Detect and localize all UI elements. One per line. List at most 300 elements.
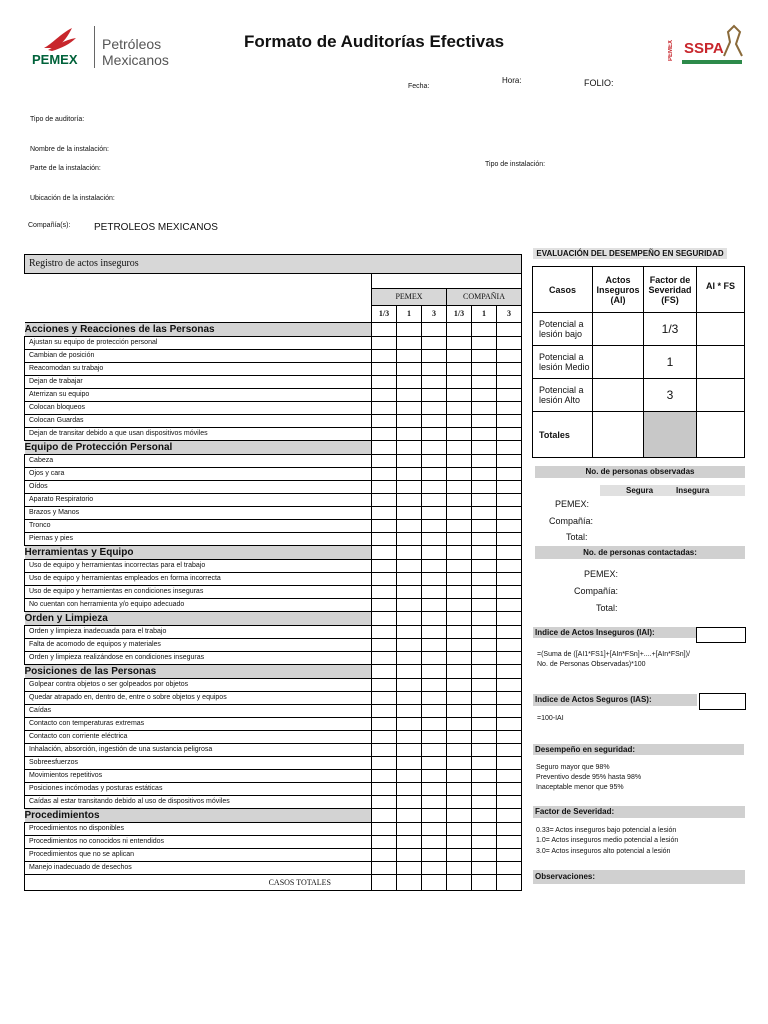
count-cell[interactable] xyxy=(447,809,472,823)
item-label: Uso de equipo y herramientas empleados en forma incorrecta xyxy=(25,573,372,586)
count-cell[interactable] xyxy=(472,652,497,665)
count-cell[interactable] xyxy=(472,468,497,481)
count-cell[interactable] xyxy=(497,337,522,350)
count-cell[interactable] xyxy=(397,849,422,862)
count-cell[interactable] xyxy=(447,389,472,402)
count-cell[interactable] xyxy=(422,783,447,796)
count-cell[interactable] xyxy=(497,323,522,337)
count-cell[interactable] xyxy=(397,389,422,402)
count-cell[interactable] xyxy=(422,849,447,862)
count-cell[interactable] xyxy=(397,783,422,796)
count-cell[interactable] xyxy=(397,376,422,389)
count-cell[interactable] xyxy=(372,376,397,389)
count-cell[interactable] xyxy=(447,428,472,441)
row-medio-aifs[interactable] xyxy=(697,346,745,379)
count-cell[interactable] xyxy=(397,692,422,705)
ias-value-box[interactable] xyxy=(699,693,746,710)
total-cell[interactable] xyxy=(497,875,522,891)
count-cell[interactable] xyxy=(447,612,472,626)
count-cell[interactable] xyxy=(472,731,497,744)
count-cell[interactable] xyxy=(397,507,422,520)
count-cell[interactable] xyxy=(447,770,472,783)
count-cell[interactable] xyxy=(397,337,422,350)
count-cell[interactable] xyxy=(447,639,472,652)
count-cell[interactable] xyxy=(372,428,397,441)
count-cell[interactable] xyxy=(447,744,472,757)
count-cell[interactable] xyxy=(372,757,397,770)
count-cell[interactable] xyxy=(372,323,397,337)
count-cell[interactable] xyxy=(447,533,472,546)
count-cell[interactable] xyxy=(472,679,497,692)
count-cell[interactable] xyxy=(497,520,522,533)
count-cell[interactable] xyxy=(497,836,522,849)
col-header: 3 xyxy=(422,305,447,322)
table-row xyxy=(25,363,522,376)
count-cell[interactable] xyxy=(372,481,397,494)
count-cell[interactable] xyxy=(422,415,447,428)
count-cell[interactable] xyxy=(372,796,397,809)
count-cell[interactable] xyxy=(497,494,522,507)
count-cell[interactable] xyxy=(372,363,397,376)
count-cell[interactable] xyxy=(372,665,397,679)
count-cell[interactable] xyxy=(472,705,497,718)
count-cell[interactable] xyxy=(372,705,397,718)
count-cell[interactable] xyxy=(372,573,397,586)
total-cell[interactable] xyxy=(422,875,447,891)
count-cell[interactable] xyxy=(372,626,397,639)
count-cell[interactable] xyxy=(422,718,447,731)
total-cell[interactable] xyxy=(447,875,472,891)
section-title: Equipo de Protección Personal xyxy=(25,441,372,455)
count-cell[interactable] xyxy=(422,836,447,849)
count-cell[interactable] xyxy=(372,337,397,350)
count-cell[interactable] xyxy=(397,573,422,586)
count-cell[interactable] xyxy=(372,679,397,692)
count-cell[interactable] xyxy=(497,692,522,705)
pemex-word: PEMEX xyxy=(32,52,78,67)
count-cell[interactable] xyxy=(422,428,447,441)
count-cell[interactable] xyxy=(397,402,422,415)
count-cell[interactable] xyxy=(447,692,472,705)
count-cell[interactable] xyxy=(497,376,522,389)
count-cell[interactable] xyxy=(447,718,472,731)
count-cell[interactable] xyxy=(447,862,472,875)
count-cell[interactable] xyxy=(497,507,522,520)
count-cell[interactable] xyxy=(422,533,447,546)
table-row xyxy=(25,520,522,533)
count-cell[interactable] xyxy=(397,757,422,770)
count-cell[interactable] xyxy=(497,783,522,796)
count-cell[interactable] xyxy=(422,809,447,823)
header-empty-cell xyxy=(25,274,372,323)
count-cell[interactable] xyxy=(372,718,397,731)
count-cell[interactable] xyxy=(422,731,447,744)
count-cell[interactable] xyxy=(422,468,447,481)
count-cell[interactable] xyxy=(397,705,422,718)
count-cell[interactable] xyxy=(472,692,497,705)
count-cell[interactable] xyxy=(372,639,397,652)
row-alto-aifs[interactable] xyxy=(697,379,745,412)
count-cell[interactable] xyxy=(372,494,397,507)
count-cell[interactable] xyxy=(497,389,522,402)
count-cell[interactable] xyxy=(497,665,522,679)
count-cell[interactable] xyxy=(472,573,497,586)
count-cell[interactable] xyxy=(422,612,447,626)
count-cell[interactable] xyxy=(447,468,472,481)
count-cell[interactable] xyxy=(372,560,397,573)
logo-company-1: Petróleos xyxy=(102,36,162,52)
count-cell[interactable] xyxy=(397,862,422,875)
table-row xyxy=(25,494,522,507)
item-label: Dejan de transitar debido a que usan dispositivos móviles xyxy=(25,428,372,441)
count-cell[interactable] xyxy=(472,560,497,573)
count-cell[interactable] xyxy=(472,441,497,455)
table-row xyxy=(25,705,522,718)
count-cell[interactable] xyxy=(422,494,447,507)
iai-value-box[interactable] xyxy=(696,627,746,643)
count-cell[interactable] xyxy=(447,599,472,612)
count-cell[interactable] xyxy=(422,323,447,337)
count-cell[interactable] xyxy=(397,455,422,468)
count-cell[interactable] xyxy=(422,692,447,705)
count-cell[interactable] xyxy=(447,560,472,573)
count-cell[interactable] xyxy=(397,679,422,692)
count-cell[interactable] xyxy=(472,363,497,376)
count-cell[interactable] xyxy=(397,546,422,560)
count-cell[interactable] xyxy=(472,612,497,626)
count-cell[interactable] xyxy=(497,770,522,783)
count-cell[interactable] xyxy=(447,626,472,639)
count-cell[interactable] xyxy=(422,520,447,533)
count-cell[interactable] xyxy=(397,415,422,428)
count-cell[interactable] xyxy=(397,665,422,679)
count-cell[interactable] xyxy=(372,455,397,468)
count-cell[interactable] xyxy=(472,809,497,823)
count-cell[interactable] xyxy=(397,350,422,363)
count-cell[interactable] xyxy=(372,533,397,546)
item-label: Procedimientos no disponibles xyxy=(25,823,372,836)
count-cell[interactable] xyxy=(497,441,522,455)
row-bajo-fs: 1/3 xyxy=(644,313,697,346)
count-cell[interactable] xyxy=(472,455,497,468)
count-cell[interactable] xyxy=(422,770,447,783)
count-cell[interactable] xyxy=(397,652,422,665)
count-cell[interactable] xyxy=(447,836,472,849)
count-cell[interactable] xyxy=(397,823,422,836)
count-cell[interactable] xyxy=(472,389,497,402)
count-cell[interactable] xyxy=(397,520,422,533)
count-cell[interactable] xyxy=(497,705,522,718)
count-cell[interactable] xyxy=(372,849,397,862)
count-cell[interactable] xyxy=(472,350,497,363)
count-cell[interactable] xyxy=(472,533,497,546)
ias-formula: =100-IAI xyxy=(537,715,564,722)
count-cell[interactable] xyxy=(447,455,472,468)
count-cell[interactable] xyxy=(447,652,472,665)
count-cell[interactable] xyxy=(497,626,522,639)
count-cell[interactable] xyxy=(372,862,397,875)
count-cell[interactable] xyxy=(422,862,447,875)
fecha-label: Fecha: xyxy=(408,83,430,90)
count-cell[interactable] xyxy=(497,731,522,744)
item-label: Colocan Guardas xyxy=(25,415,372,428)
count-cell[interactable] xyxy=(397,533,422,546)
row-totales-ai[interactable] xyxy=(593,412,644,458)
count-cell[interactable] xyxy=(447,757,472,770)
count-cell[interactable] xyxy=(472,415,497,428)
item-label: Aterrizan su equipo xyxy=(25,389,372,402)
count-cell[interactable] xyxy=(422,744,447,757)
count-cell[interactable] xyxy=(497,744,522,757)
count-cell[interactable] xyxy=(422,626,447,639)
count-cell[interactable] xyxy=(422,796,447,809)
count-cell[interactable] xyxy=(422,350,447,363)
count-cell[interactable] xyxy=(447,363,472,376)
observadas-title: No. de personas observadas xyxy=(535,466,745,478)
col-aifs: AI * FS xyxy=(697,267,745,313)
count-cell[interactable] xyxy=(447,679,472,692)
count-cell[interactable] xyxy=(422,363,447,376)
count-cell[interactable] xyxy=(497,612,522,626)
count-cell[interactable] xyxy=(422,455,447,468)
count-cell[interactable] xyxy=(372,402,397,415)
count-cell[interactable] xyxy=(497,823,522,836)
count-cell[interactable] xyxy=(447,415,472,428)
item-label: Cabeza xyxy=(25,455,372,468)
count-cell[interactable] xyxy=(372,612,397,626)
row-alto-ai[interactable] xyxy=(593,379,644,412)
group-compania: COMPAÑIA xyxy=(447,288,522,305)
row-medio-caso: Potencial a lesión Medio xyxy=(533,346,593,379)
count-cell[interactable] xyxy=(447,481,472,494)
count-cell[interactable] xyxy=(422,573,447,586)
count-cell[interactable] xyxy=(397,718,422,731)
count-cell[interactable] xyxy=(472,744,497,757)
count-cell[interactable] xyxy=(422,823,447,836)
count-cell[interactable] xyxy=(447,520,472,533)
count-cell[interactable] xyxy=(497,468,522,481)
count-cell[interactable] xyxy=(397,468,422,481)
count-cell[interactable] xyxy=(447,823,472,836)
count-cell[interactable] xyxy=(397,494,422,507)
desempeno-2: Preventivo desde 95% hasta 98% xyxy=(536,774,642,781)
count-cell[interactable] xyxy=(397,599,422,612)
count-cell[interactable] xyxy=(397,481,422,494)
row-medio-ai[interactable] xyxy=(593,346,644,379)
count-cell[interactable] xyxy=(447,731,472,744)
count-cell[interactable] xyxy=(497,533,522,546)
count-cell[interactable] xyxy=(497,363,522,376)
count-cell[interactable] xyxy=(472,639,497,652)
count-cell[interactable] xyxy=(422,546,447,560)
count-cell[interactable] xyxy=(397,796,422,809)
count-cell[interactable] xyxy=(422,337,447,350)
count-cell[interactable] xyxy=(422,376,447,389)
count-cell[interactable] xyxy=(372,770,397,783)
count-cell[interactable] xyxy=(472,402,497,415)
count-cell[interactable] xyxy=(447,586,472,599)
count-cell[interactable] xyxy=(372,507,397,520)
count-cell[interactable] xyxy=(472,494,497,507)
count-cell[interactable] xyxy=(472,836,497,849)
total-cell[interactable] xyxy=(397,875,422,891)
count-cell[interactable] xyxy=(472,823,497,836)
count-cell[interactable] xyxy=(472,770,497,783)
count-cell[interactable] xyxy=(422,665,447,679)
count-cell[interactable] xyxy=(472,626,497,639)
count-cell[interactable] xyxy=(497,402,522,415)
count-cell[interactable] xyxy=(372,441,397,455)
count-cell[interactable] xyxy=(397,626,422,639)
count-cell[interactable] xyxy=(447,705,472,718)
count-cell[interactable] xyxy=(422,652,447,665)
count-cell[interactable] xyxy=(372,389,397,402)
total-cell[interactable] xyxy=(472,875,497,891)
count-cell[interactable] xyxy=(497,350,522,363)
count-cell[interactable] xyxy=(472,783,497,796)
count-cell[interactable] xyxy=(447,337,472,350)
count-cell[interactable] xyxy=(447,783,472,796)
section-row xyxy=(25,612,522,626)
count-cell[interactable] xyxy=(397,639,422,652)
count-cell[interactable] xyxy=(372,823,397,836)
count-cell[interactable] xyxy=(472,481,497,494)
count-cell[interactable] xyxy=(497,639,522,652)
section-title: Acciones y Reacciones de las Personas xyxy=(25,323,372,337)
count-cell[interactable] xyxy=(422,507,447,520)
count-cell[interactable] xyxy=(497,415,522,428)
row-bajo-ai[interactable] xyxy=(593,313,644,346)
count-cell[interactable] xyxy=(497,679,522,692)
count-cell[interactable] xyxy=(472,599,497,612)
count-cell[interactable] xyxy=(372,692,397,705)
count-cell[interactable] xyxy=(447,507,472,520)
col-casos: Casos xyxy=(533,267,593,313)
count-cell[interactable] xyxy=(497,546,522,560)
count-cell[interactable] xyxy=(472,546,497,560)
count-cell[interactable] xyxy=(497,455,522,468)
count-cell[interactable] xyxy=(372,415,397,428)
count-cell[interactable] xyxy=(447,376,472,389)
count-cell[interactable] xyxy=(397,586,422,599)
count-cell[interactable] xyxy=(397,809,422,823)
count-cell[interactable] xyxy=(472,376,497,389)
count-cell[interactable] xyxy=(372,546,397,560)
count-cell[interactable] xyxy=(372,783,397,796)
count-cell[interactable] xyxy=(472,862,497,875)
count-cell[interactable] xyxy=(472,428,497,441)
count-cell[interactable] xyxy=(422,481,447,494)
item-label: No cuentan con herramienta y/o equipo adecuado xyxy=(25,599,372,612)
count-cell[interactable] xyxy=(397,560,422,573)
count-cell[interactable] xyxy=(497,586,522,599)
count-cell[interactable] xyxy=(397,441,422,455)
count-cell[interactable] xyxy=(447,494,472,507)
item-label: Ajustan su equipo de protección personal xyxy=(25,337,372,350)
count-cell[interactable] xyxy=(497,573,522,586)
count-cell[interactable] xyxy=(447,323,472,337)
count-cell[interactable] xyxy=(472,323,497,337)
count-cell[interactable] xyxy=(472,796,497,809)
count-cell[interactable] xyxy=(447,402,472,415)
count-cell[interactable] xyxy=(397,428,422,441)
count-cell[interactable] xyxy=(472,757,497,770)
count-cell[interactable] xyxy=(497,481,522,494)
item-label: Uso de equipo y herramientas incorrectas para el trabajo xyxy=(25,560,372,573)
count-cell[interactable] xyxy=(472,665,497,679)
count-cell[interactable] xyxy=(372,652,397,665)
count-cell[interactable] xyxy=(497,560,522,573)
count-cell[interactable] xyxy=(447,573,472,586)
count-cell[interactable] xyxy=(472,586,497,599)
count-cell[interactable] xyxy=(397,363,422,376)
count-cell[interactable] xyxy=(472,520,497,533)
count-cell[interactable] xyxy=(372,836,397,849)
count-cell[interactable] xyxy=(397,836,422,849)
count-cell[interactable] xyxy=(447,350,472,363)
count-cell[interactable] xyxy=(472,718,497,731)
count-cell[interactable] xyxy=(397,731,422,744)
row-totales-aifs[interactable] xyxy=(697,412,745,458)
count-cell[interactable] xyxy=(372,350,397,363)
count-cell[interactable] xyxy=(422,757,447,770)
count-cell[interactable] xyxy=(422,389,447,402)
count-cell[interactable] xyxy=(422,441,447,455)
count-cell[interactable] xyxy=(422,560,447,573)
count-cell[interactable] xyxy=(422,599,447,612)
count-cell[interactable] xyxy=(497,862,522,875)
count-cell[interactable] xyxy=(372,599,397,612)
totals-row xyxy=(25,875,522,891)
count-cell[interactable] xyxy=(447,665,472,679)
count-cell[interactable] xyxy=(372,520,397,533)
count-cell[interactable] xyxy=(372,586,397,599)
count-cell[interactable] xyxy=(422,679,447,692)
count-cell[interactable] xyxy=(447,796,472,809)
count-cell[interactable] xyxy=(447,546,472,560)
count-cell[interactable] xyxy=(397,323,422,337)
count-cell[interactable] xyxy=(497,796,522,809)
count-cell[interactable] xyxy=(472,337,497,350)
count-cell[interactable] xyxy=(497,652,522,665)
count-cell[interactable] xyxy=(497,428,522,441)
count-cell[interactable] xyxy=(497,849,522,862)
row-bajo-aifs[interactable] xyxy=(697,313,745,346)
count-cell[interactable] xyxy=(422,639,447,652)
count-cell[interactable] xyxy=(422,402,447,415)
count-cell[interactable] xyxy=(447,849,472,862)
count-cell[interactable] xyxy=(472,507,497,520)
count-cell[interactable] xyxy=(397,744,422,757)
total-cell[interactable] xyxy=(372,875,397,891)
count-cell[interactable] xyxy=(472,849,497,862)
count-cell[interactable] xyxy=(372,731,397,744)
row-totales-label: Totales xyxy=(533,412,593,458)
count-cell[interactable] xyxy=(497,599,522,612)
count-cell[interactable] xyxy=(372,744,397,757)
count-cell[interactable] xyxy=(372,809,397,823)
count-cell[interactable] xyxy=(497,809,522,823)
count-cell[interactable] xyxy=(497,757,522,770)
count-cell[interactable] xyxy=(422,586,447,599)
count-cell[interactable] xyxy=(372,468,397,481)
count-cell[interactable] xyxy=(447,441,472,455)
item-label: Ojos y cara xyxy=(25,468,372,481)
count-cell[interactable] xyxy=(397,770,422,783)
count-cell[interactable] xyxy=(422,705,447,718)
count-cell[interactable] xyxy=(497,718,522,731)
count-cell[interactable] xyxy=(397,612,422,626)
